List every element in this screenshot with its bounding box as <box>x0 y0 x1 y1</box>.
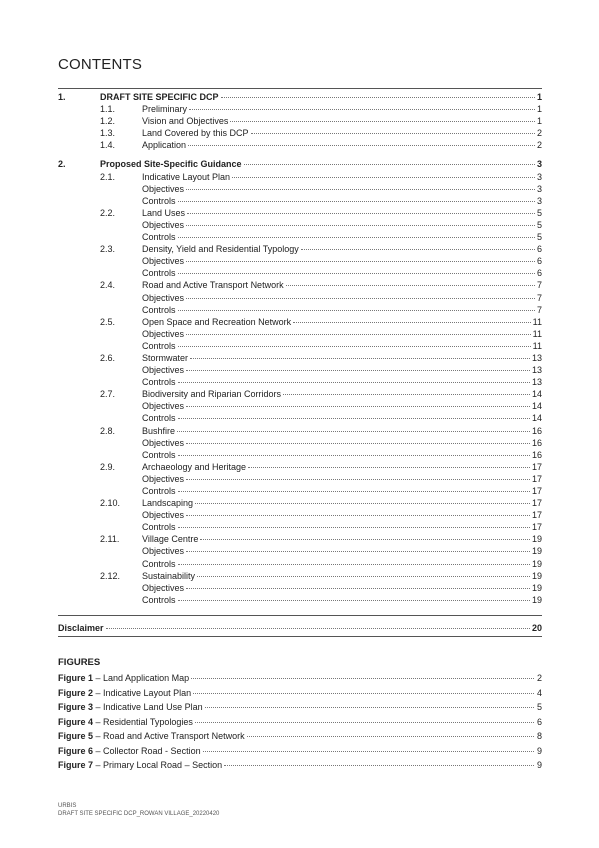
toc-entry[interactable] <box>58 545 542 557</box>
toc-rule <box>58 615 542 616</box>
dot-leader <box>244 164 535 165</box>
toc-entry-label: Objectives <box>142 183 185 194</box>
toc-entry-page: 17 <box>531 510 542 521</box>
dot-leader <box>286 285 535 286</box>
toc-entry[interactable] <box>58 255 542 267</box>
toc-entry[interactable] <box>58 139 542 151</box>
toc-entry-label: Density, Yield and Residential Typology <box>142 244 299 255</box>
toc-entry[interactable] <box>58 497 542 509</box>
toc-entry-page: 19 <box>531 546 542 557</box>
figure-entry[interactable] <box>58 715 542 730</box>
toc-entry[interactable] <box>58 158 542 170</box>
toc-entry-label: Objectives <box>142 292 185 303</box>
dot-leader <box>230 121 535 122</box>
figure-number: Figure 4 <box>58 716 94 727</box>
toc-entry[interactable] <box>58 485 542 497</box>
toc-entry-label: Land Uses <box>142 207 186 218</box>
figure-number: Figure 3 <box>58 702 94 712</box>
dot-leader <box>186 406 530 407</box>
toc-entry-label: Indicative Layout Plan <box>142 171 231 182</box>
toc-entry[interactable] <box>58 533 542 545</box>
figure-label: Indicative Land Use Plan <box>103 702 203 712</box>
toc-entry[interactable] <box>58 461 542 473</box>
figures-heading: FIGURES <box>58 657 101 668</box>
dot-leader <box>178 527 530 528</box>
toc-entry-page: 3 <box>536 171 542 182</box>
toc-entry-number: 2.3. <box>100 244 116 255</box>
toc-entry-label: Open Space and Recreation Network <box>142 316 292 327</box>
figure-page: 9 <box>536 745 542 756</box>
toc-entry[interactable] <box>58 304 542 316</box>
figures-list <box>58 671 542 773</box>
toc-entry-page: 17 <box>531 522 542 533</box>
dot-leader <box>178 600 530 601</box>
toc-entry-page: 17 <box>531 486 542 496</box>
dot-leader <box>178 564 530 565</box>
dot-leader <box>186 370 530 371</box>
toc-entry[interactable] <box>58 127 542 139</box>
dot-leader <box>301 249 535 250</box>
dot-leader <box>178 382 530 383</box>
toc-entry[interactable] <box>58 219 542 231</box>
toc-entry-page: 13 <box>531 377 542 388</box>
toc-entry[interactable] <box>58 328 542 340</box>
toc-entry-page: 19 <box>531 570 542 581</box>
dot-leader <box>247 736 534 737</box>
dot-leader <box>178 201 535 202</box>
figure-number: Figure 6 <box>58 745 94 756</box>
figure-page: 6 <box>536 716 542 727</box>
toc-entry-label: Controls <box>142 304 176 315</box>
dot-leader <box>200 539 530 540</box>
toc-entry-label: Preliminary <box>142 104 188 115</box>
toc-entry-number: 2.7. <box>100 389 116 400</box>
toc-entry-page: 17 <box>531 498 542 509</box>
figure-page: 4 <box>536 687 542 698</box>
toc-entry-number: 2.4. <box>100 280 116 291</box>
toc-entry-page: 20 <box>531 622 542 633</box>
toc-entry-number: 2.12. <box>100 570 121 581</box>
toc-entry-label: DRAFT SITE SPECIFIC DCP <box>100 92 219 102</box>
dot-leader <box>178 237 535 238</box>
figure-page: 8 <box>536 731 542 741</box>
toc-entry-number: 2.5. <box>100 316 116 327</box>
dot-leader <box>178 273 535 274</box>
toc-entry[interactable] <box>58 558 542 570</box>
toc-entry-page: 1 <box>536 104 542 115</box>
toc-entry-label: Village Centre <box>142 534 199 545</box>
toc-entry-label: Objectives <box>142 546 185 557</box>
toc-entry-label: Vision and Objectives <box>142 116 229 127</box>
figure-entry[interactable] <box>58 686 542 701</box>
dot-leader <box>178 310 535 311</box>
toc-entry-page: 5 <box>536 207 542 218</box>
toc-entry-page: 2 <box>536 128 542 139</box>
toc-entry-page: 5 <box>536 232 542 243</box>
dot-leader <box>186 189 535 190</box>
dot-leader <box>187 213 535 214</box>
toc-entry[interactable] <box>58 594 542 606</box>
dot-leader <box>186 225 535 226</box>
toc-entry-label: Controls <box>142 486 176 496</box>
toc-entry-page: 3 <box>536 183 542 194</box>
dot-leader <box>186 515 530 516</box>
figure-label: Collector Road - Section <box>103 745 201 756</box>
toc-entry-label: Controls <box>142 522 176 533</box>
toc-entry-label: Controls <box>142 268 176 279</box>
dot-leader <box>195 722 534 723</box>
toc-entry-number: 2.6. <box>100 352 116 363</box>
toc-entry-page: 3 <box>536 159 542 170</box>
toc-entry-page: 6 <box>536 256 542 267</box>
footer-company: URBIS <box>58 803 77 809</box>
dot-leader <box>221 97 535 98</box>
toc-entry-page: 14 <box>531 413 542 424</box>
toc-entry-label: Controls <box>142 594 176 605</box>
figure-separator: – <box>93 745 104 756</box>
toc-entry-page: 11 <box>532 328 542 339</box>
toc-entry-label: Archaeology and Heritage <box>142 461 247 472</box>
toc-entry[interactable] <box>58 521 542 533</box>
toc-entry[interactable] <box>58 473 542 485</box>
toc-entry-number: 1.4. <box>100 140 116 151</box>
toc-entry[interactable] <box>58 115 542 127</box>
toc-entry[interactable] <box>58 183 542 195</box>
toc-entry-label: Proposed Site-Specific Guidance <box>100 159 242 170</box>
toc-entry-number: 2.1. <box>100 171 116 182</box>
figure-label: Residential Typologies <box>103 716 193 727</box>
toc-entry-page: 1 <box>536 116 542 127</box>
toc-entry-label: Objectives <box>142 256 185 267</box>
toc-entry[interactable] <box>58 412 542 424</box>
toc-entry-page: 11 <box>532 340 542 351</box>
figure-entry[interactable] <box>58 729 542 744</box>
toc-entry-page: 19 <box>531 594 542 605</box>
toc-entry-page: 14 <box>531 389 542 400</box>
toc-entry-number: 2.10. <box>100 498 121 509</box>
dot-leader <box>205 707 534 708</box>
toc-entry-label: Objectives <box>142 582 185 593</box>
dot-leader <box>186 334 531 335</box>
toc-entry[interactable] <box>58 449 542 461</box>
dot-leader <box>193 693 534 694</box>
toc-entry-page: 6 <box>536 244 542 255</box>
figure-label: Primary Local Road – Section <box>103 760 223 770</box>
toc-entry-number: 1.1. <box>100 104 116 115</box>
toc-entry-label: Controls <box>142 195 176 206</box>
figure-separator: – <box>93 731 104 741</box>
toc-entry[interactable] <box>58 195 542 207</box>
toc-entry-page: 2 <box>536 140 542 151</box>
dot-leader <box>178 346 531 347</box>
toc-entry-page: 6 <box>536 268 542 279</box>
dot-leader <box>106 628 530 629</box>
dot-leader <box>186 479 530 480</box>
figure-entry[interactable] <box>58 758 542 773</box>
toc-entry-label: Controls <box>142 449 176 460</box>
toc-entry-label: Objectives <box>142 328 185 339</box>
toc-entry-number: 1. <box>58 92 66 102</box>
toc-entry[interactable] <box>58 103 542 115</box>
toc-entry-label: Stormwater <box>142 352 189 363</box>
toc-entry-number: 2.11. <box>100 534 120 545</box>
toc-entry-page: 17 <box>531 461 542 472</box>
figure-label: Road and Active Transport Network <box>103 731 245 741</box>
toc-entry-page: 7 <box>536 280 542 291</box>
figure-label: Indicative Layout Plan <box>103 687 192 698</box>
toc-entry[interactable] <box>58 292 542 304</box>
toc-entry-label: Application <box>142 140 187 151</box>
dot-leader <box>191 678 534 679</box>
table-of-contents <box>58 88 542 637</box>
dot-leader <box>178 455 530 456</box>
toc-entry-label: Objectives <box>142 473 185 484</box>
toc-spacer <box>58 151 542 158</box>
toc-entry[interactable] <box>58 316 542 328</box>
figure-page: 9 <box>536 760 542 770</box>
toc-entry-label: Biodiversity and Riparian Corridors <box>142 389 282 400</box>
toc-entry-label: Sustainability <box>142 570 196 581</box>
figure-separator: – <box>93 760 104 770</box>
toc-entry-label: Road and Active Transport Network <box>142 280 284 291</box>
figure-separator: – <box>93 702 104 712</box>
toc-entry-page: 1 <box>536 92 542 102</box>
figure-entry[interactable] <box>58 671 542 686</box>
toc-entry-page: 17 <box>531 473 542 484</box>
dot-leader <box>197 576 530 577</box>
toc-entry-page: 16 <box>531 449 542 460</box>
toc-entry[interactable] <box>58 207 542 219</box>
figure-separator: – <box>93 687 104 698</box>
toc-entry-number: 2.8. <box>100 425 116 436</box>
figure-page: 5 <box>536 702 542 712</box>
dot-leader <box>190 358 530 359</box>
toc-entry-label: Objectives <box>142 437 185 448</box>
page-title: CONTENTS <box>58 56 143 73</box>
toc-entry[interactable] <box>58 570 542 582</box>
dot-leader <box>186 443 530 444</box>
toc-entry[interactable] <box>58 267 542 279</box>
toc-entry-label: Controls <box>142 377 176 388</box>
toc-entry-page: 19 <box>531 582 542 593</box>
toc-entry[interactable] <box>58 171 542 183</box>
toc-entry-label: Objectives <box>142 510 185 521</box>
dot-leader <box>248 467 530 468</box>
dot-leader <box>186 261 535 262</box>
toc-entry-label: Controls <box>142 232 176 243</box>
toc-entry[interactable] <box>58 437 542 449</box>
toc-entry-page: 13 <box>531 352 542 363</box>
dot-leader <box>283 394 530 395</box>
dot-leader <box>232 177 535 178</box>
toc-spacer <box>58 606 542 615</box>
dot-leader <box>177 431 530 432</box>
dot-leader <box>186 298 535 299</box>
toc-entry-label: Landscaping <box>142 498 194 509</box>
toc-entry[interactable] <box>58 340 542 352</box>
figure-separator: – <box>93 673 104 683</box>
toc-entry-number: 1.2. <box>100 116 116 127</box>
dot-leader <box>251 133 535 134</box>
toc-entry-page: 7 <box>536 304 542 315</box>
toc-entry[interactable] <box>58 352 542 364</box>
toc-entry[interactable] <box>58 425 542 437</box>
figure-number: Figure 2 <box>58 687 94 698</box>
toc-bottom-rule <box>58 636 542 637</box>
toc-entry-number: 1.3. <box>100 128 116 139</box>
toc-entry-label: Land Covered by this DCP <box>142 128 249 139</box>
dot-leader <box>203 751 534 752</box>
toc-entry-page: 7 <box>536 292 542 303</box>
dot-leader <box>189 109 535 110</box>
dot-leader <box>195 503 530 504</box>
toc-entry-label: Controls <box>142 558 176 569</box>
figure-separator: – <box>93 716 104 727</box>
toc-entry-page: 5 <box>536 219 542 230</box>
figure-entry[interactable] <box>58 700 542 715</box>
dot-leader <box>186 551 530 552</box>
toc-entry-disclaimer[interactable] <box>58 622 542 634</box>
toc-entry-label: Controls <box>142 413 176 424</box>
toc-entry-number: 2.9. <box>100 461 116 472</box>
toc-entry[interactable] <box>58 509 542 521</box>
toc-entry-page: 13 <box>531 365 542 376</box>
toc-entry[interactable] <box>58 388 542 400</box>
figure-page: 2 <box>536 673 542 683</box>
toc-entry[interactable] <box>58 364 542 376</box>
figure-label: Land Application Map <box>103 673 190 683</box>
dot-leader <box>178 418 530 419</box>
toc-entry-number: 2. <box>58 159 66 170</box>
toc-entry-page: 16 <box>531 425 542 436</box>
dot-leader <box>188 145 535 146</box>
dot-leader <box>224 765 534 766</box>
toc-entry-page: 19 <box>531 534 542 545</box>
toc-entry[interactable] <box>58 582 542 594</box>
footer-document-id: DRAFT SITE SPECIFIC DCP_ROWAN VILLAGE_20220420 <box>58 811 220 817</box>
toc-entry[interactable] <box>58 279 542 291</box>
toc-entry-page: 11 <box>532 316 542 327</box>
toc-entry-page: 16 <box>531 437 542 448</box>
dot-leader <box>293 322 531 323</box>
dot-leader <box>178 491 530 492</box>
toc-entry[interactable] <box>58 376 542 388</box>
toc-entry-label: Objectives <box>142 219 185 230</box>
page-footer <box>58 802 219 818</box>
toc-entry-page: 3 <box>536 195 542 206</box>
toc-entry-label: Objectives <box>142 365 185 376</box>
toc-entry[interactable] <box>58 231 542 243</box>
toc-entry-number: 2.2. <box>100 207 116 218</box>
figure-number: Figure 5 <box>58 731 94 741</box>
toc-entry-page: 19 <box>531 558 542 569</box>
dot-leader <box>186 588 530 589</box>
figure-number: Figure 7 <box>58 760 94 770</box>
toc-entry[interactable] <box>58 243 542 255</box>
toc-entry-label: Bushfire <box>142 425 176 436</box>
toc-entry[interactable] <box>58 400 542 412</box>
toc-entry[interactable] <box>58 91 542 103</box>
figure-entry[interactable] <box>58 744 542 759</box>
figure-number: Figure 1 <box>58 673 94 683</box>
toc-entry-label: Objectives <box>142 401 185 412</box>
toc-entry-page: 14 <box>531 401 542 412</box>
toc-entry-label: Controls <box>142 340 176 351</box>
toc-entry-label: Disclaimer <box>58 622 104 633</box>
